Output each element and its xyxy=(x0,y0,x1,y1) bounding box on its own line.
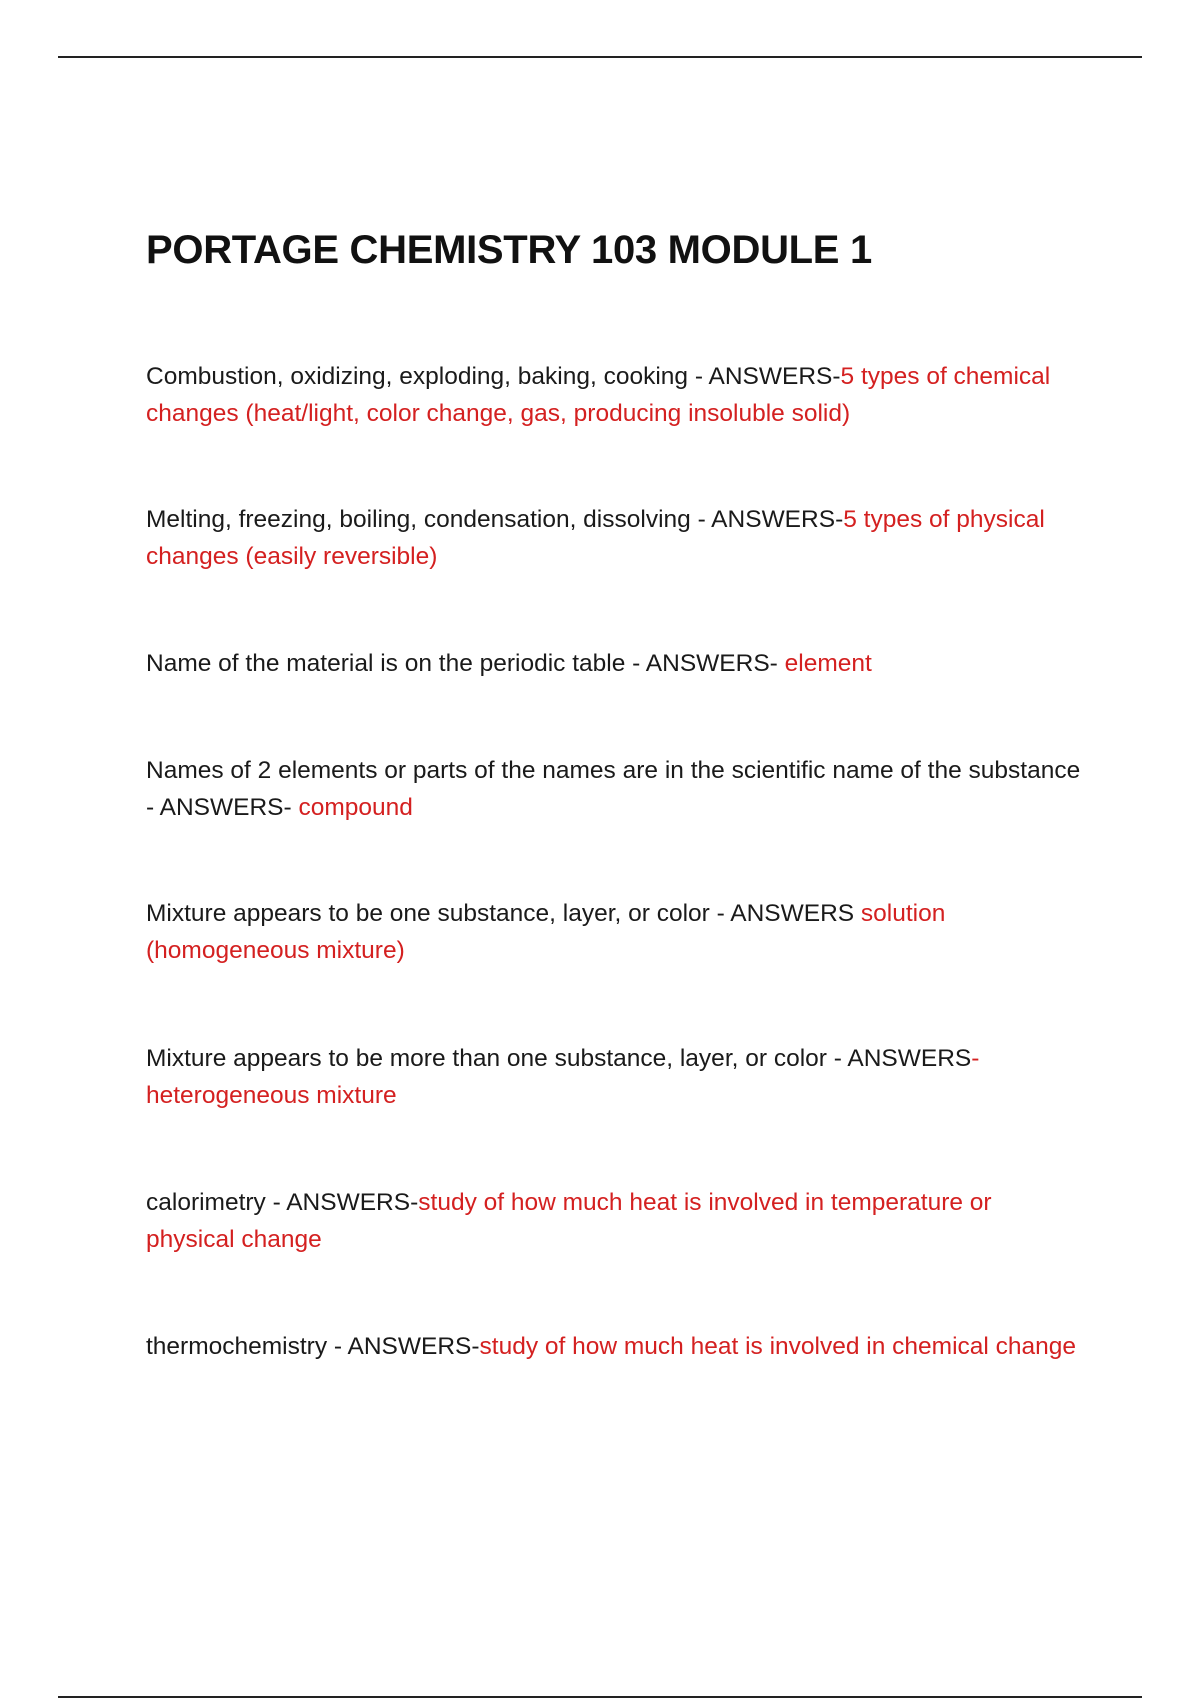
qa-item-solution xyxy=(146,895,1086,969)
qa-question: Name of the material is on the periodic table - ANSWERS- xyxy=(146,650,785,677)
qa-item-compound xyxy=(146,752,1086,826)
qa-question: Mixture appears to be one substance, layer, or color - ANSWERS xyxy=(146,900,861,927)
qa-item-chemical-changes xyxy=(146,358,1086,432)
qa-item-heterogeneous xyxy=(146,1040,1086,1114)
qa-answer: element xyxy=(784,650,872,677)
qa-answer: 5 types of chemical changes (heat/light, color change, gas, producing insoluble solid) xyxy=(146,363,1051,427)
qa-item-physical-changes xyxy=(146,501,1086,575)
qa-question: thermochemistry - ANSWERS- xyxy=(146,1333,480,1360)
qa-question: Combustion, oxidizing, exploding, baking, cooking - ANSWERS- xyxy=(146,363,841,390)
qa-answer: -heterogeneous mixture xyxy=(146,1045,980,1109)
qa-item-thermochemistry xyxy=(146,1328,1086,1365)
qa-question: calorimetry - ANSWERS- xyxy=(146,1189,419,1216)
bottom-divider xyxy=(58,1696,1142,1698)
qa-question: Names of 2 elements or parts of the names are in the scientific name of the substance - ANSWERS- xyxy=(146,757,1081,821)
qa-answer: study of how much heat is involved in chemical change xyxy=(479,1333,1077,1360)
qa-answer: compound xyxy=(298,794,413,821)
qa-answer: solution (homogeneous mixture) xyxy=(146,900,946,964)
qa-item-element xyxy=(146,645,1086,682)
top-divider xyxy=(58,56,1142,58)
qa-item-calorimetry xyxy=(146,1184,1086,1258)
qa-question: Mixture appears to be more than one substance, layer, or color - ANSWERS xyxy=(146,1045,972,1072)
qa-answer: study of how much heat is involved in temperature or physical change xyxy=(146,1189,992,1253)
qa-question: Melting, freezing, boiling, condensation, dissolving - ANSWERS- xyxy=(146,506,844,533)
page-title: PORTAGE CHEMISTRY 103 MODULE 1 xyxy=(146,228,872,272)
qa-answer: 5 types of physical changes (easily reversible) xyxy=(146,506,1045,570)
